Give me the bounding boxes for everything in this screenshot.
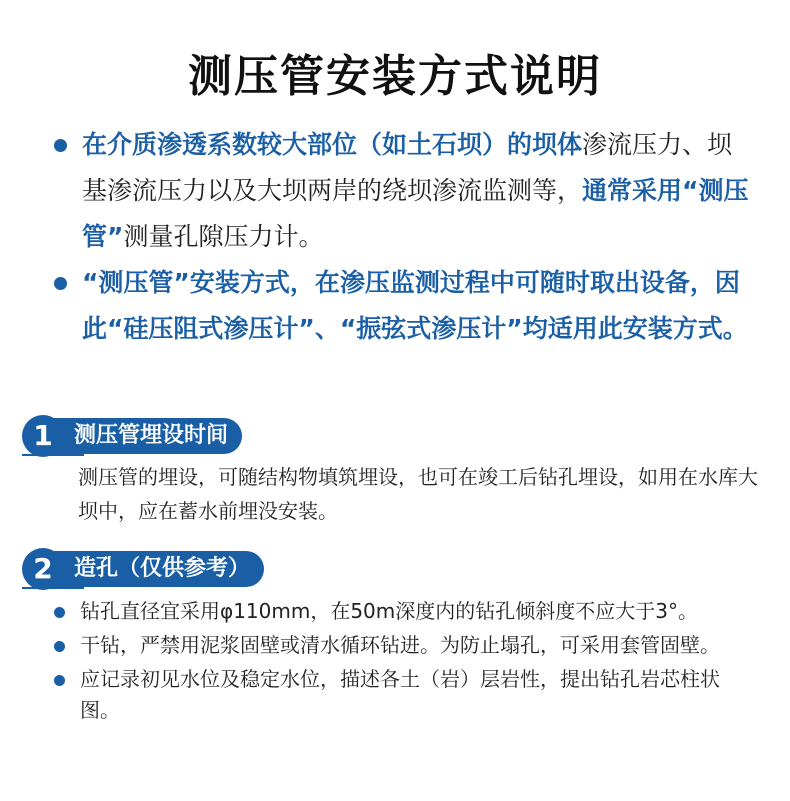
intro-2-bold: “测压管”安装方式，在渗压监测过程中可随时取出设备，因此“硅压阻式渗压计”、“振弦式渗压计”均适用此安装方式。 bbox=[82, 268, 748, 343]
intro-1-text: 渗流压力、坝基渗流压力以及大坝两岸的绕坝渗流监测等， bbox=[82, 130, 733, 205]
intro-1-text2: 测量孔隙压力计。 bbox=[123, 222, 324, 251]
list-item bbox=[50, 664, 750, 726]
list-item-text: 钻孔直径宜采用φ110mm，在50m深度内的钻孔倾斜度不应大于3°。 bbox=[80, 599, 698, 623]
bullet-dot-icon bbox=[54, 607, 65, 618]
bullet-dot-icon bbox=[54, 139, 67, 152]
bullet-dot-icon bbox=[54, 675, 65, 686]
section-1-number: 1 bbox=[22, 415, 64, 457]
bullet-dot-icon bbox=[54, 641, 65, 652]
intro-item-1 bbox=[50, 122, 750, 260]
section-1-text: 测压管的埋设，可随结构物填筑埋设，也可在竣工后钻孔埋设，如用在水库大坝中，应在蓄水前埋没安装。 bbox=[78, 465, 758, 523]
intro-1-bold: 在介质渗透系数较大部位（如土石坝）的坝体 bbox=[82, 130, 583, 159]
section-2-number: 2 bbox=[22, 548, 64, 590]
intro-1-bold2: 通常采用“测压管” bbox=[82, 176, 749, 251]
bullet-dot-icon bbox=[54, 277, 67, 290]
list-item-text: 应记录初见水位及稳定水位，描述各土（岩）层岩性，提出钻孔岩芯柱状图。 bbox=[80, 667, 720, 722]
section-2-list bbox=[50, 596, 750, 729]
intro-list bbox=[50, 122, 750, 352]
section-1-heading: 测压管埋设时间 bbox=[50, 418, 242, 454]
intro-item-2 bbox=[50, 260, 750, 352]
list-item bbox=[50, 596, 750, 627]
list-item-text: 干钻，严禁用泥浆固壁或清水循环钻进。为防止塌孔，可采用套管固壁。 bbox=[80, 633, 720, 657]
section-2-heading: 造孔（仅供参考） bbox=[50, 551, 264, 587]
page-title: 测压管安装方式说明 bbox=[188, 51, 602, 102]
list-item bbox=[50, 630, 750, 661]
